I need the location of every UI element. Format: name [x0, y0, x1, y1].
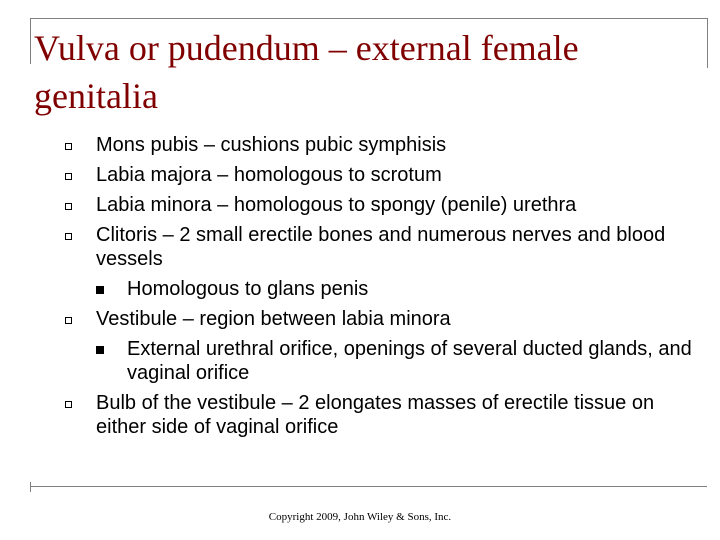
- footer-divider: [30, 486, 707, 487]
- bullet-item: [65, 391, 705, 439]
- bullet-list: [65, 133, 705, 445]
- filled-square-bullet-icon: [96, 346, 104, 354]
- filled-square-bullet-icon: [96, 286, 104, 294]
- bullet-text: Bulb of the vestibule – 2 elongates masses of erectile tissue on either side of vaginal orifice: [96, 392, 655, 438]
- slide-title: Vulva or pudendum – external female genitalia: [34, 28, 579, 116]
- sub-bullet-text: External urethral orifice, openings of several ducted glands, and vaginal orifice: [127, 338, 692, 384]
- bullet-item: [65, 223, 705, 301]
- frame-top-line: [30, 18, 707, 19]
- bullet-item: [65, 307, 705, 385]
- bullet-text: Clitoris – 2 small erectile bones and numerous nerves and blood vessels: [96, 224, 666, 270]
- copyright-footer: Copyright 2009, John Wiley & Sons, Inc.: [268, 511, 452, 523]
- bullet-item: [65, 163, 705, 187]
- frame-right-line: [707, 18, 708, 68]
- bullet-item: [65, 133, 705, 157]
- sub-bullet-item: [96, 337, 705, 385]
- frame-left-line: [30, 18, 31, 64]
- hollow-square-bullet-icon: [65, 317, 72, 324]
- bullet-text: Vestibule – region between labia minora: [96, 308, 451, 330]
- sub-bullet-item: [96, 277, 705, 301]
- bullet-item: [65, 193, 705, 217]
- hollow-square-bullet-icon: [65, 233, 72, 240]
- hollow-square-bullet-icon: [65, 143, 72, 150]
- hollow-square-bullet-icon: [65, 173, 72, 180]
- footer-divider-tick: [30, 482, 31, 492]
- hollow-square-bullet-icon: [65, 401, 72, 408]
- bullet-text: Labia minora – homologous to spongy (penile) urethra: [96, 194, 577, 216]
- sub-bullet-text: Homologous to glans penis: [127, 278, 369, 300]
- bullet-text: Labia majora – homologous to scrotum: [96, 164, 442, 186]
- bullet-text: Mons pubis – cushions pubic symphisis: [96, 134, 447, 156]
- hollow-square-bullet-icon: [65, 203, 72, 210]
